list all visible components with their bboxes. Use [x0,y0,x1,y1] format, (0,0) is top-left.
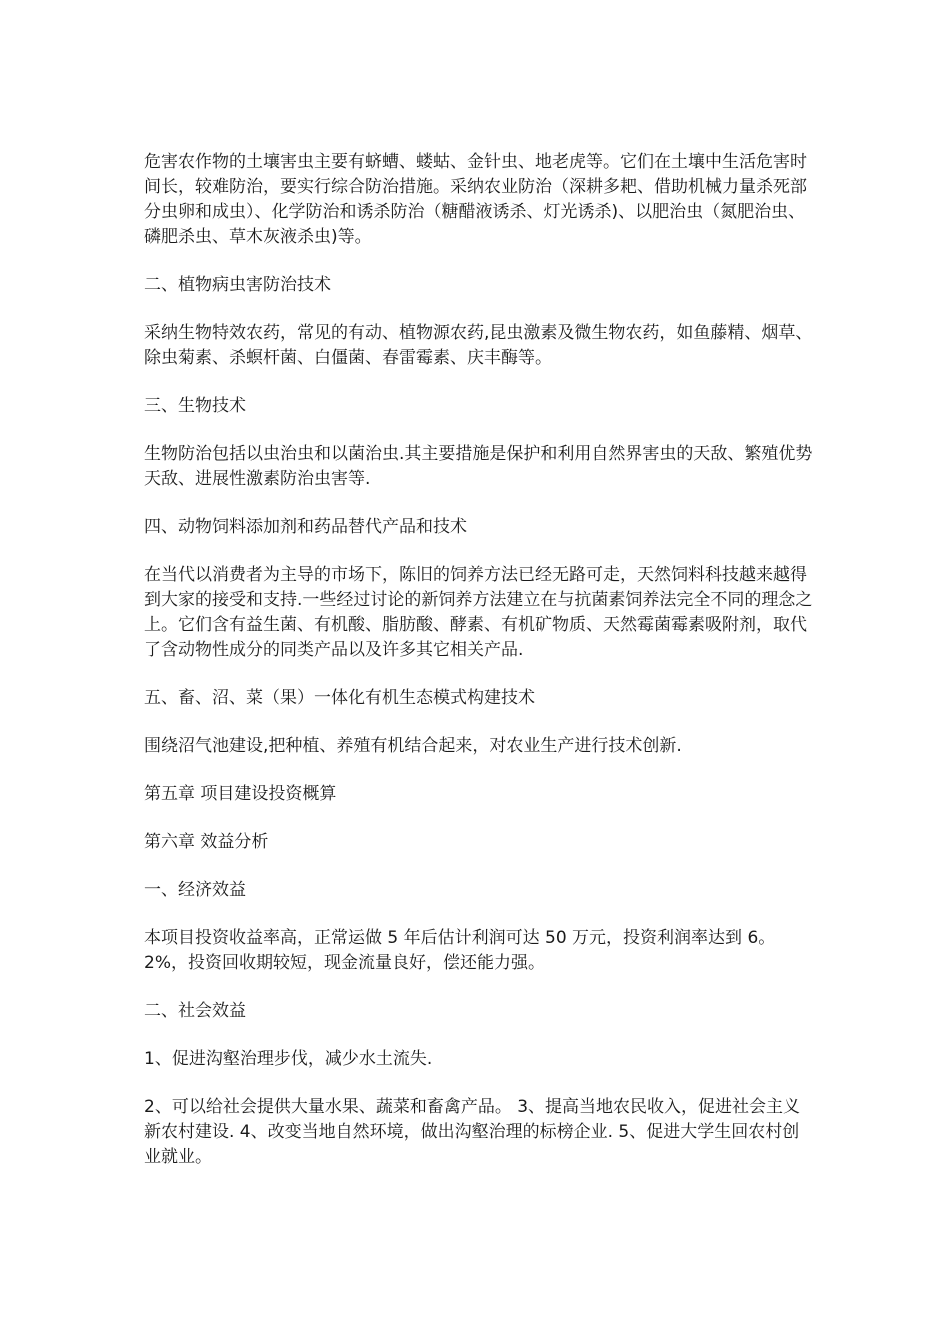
paragraph-biological-control: 生物防治包括以虫治虫和以菌治虫.其主要措施是保护和利用自然界害虫的天敌、繁殖优势天敌、进展性激素防治虫害等. [144,444,813,489]
paragraph-bio-pesticides: 采纳生物特效农药，常见的有动、植物源农药,昆虫激素及微生物农药，如鱼藤精、烟草、除虫菊素、杀螟杆菌、白僵菌、春雷霉素、庆丰酶等。 [144,323,813,368]
chapter-six-title: 第六章 效益分析 [144,832,269,852]
heading-social-benefits: 二、社会效益 [144,1001,246,1021]
heading-biotech: 三、生物技术 [144,396,246,416]
heading-plant-pest-control: 二、植物病虫害防治技术 [144,275,331,295]
chapter-five-title: 第五章 项目建设投资概算 [144,784,337,804]
paragraph-biogas: 围绕沼气池建设,把种植、养殖有机结合起来，对农业生产进行技术创新. [144,736,682,756]
paragraph-soil-pests: 危害农作物的土壤害虫主要有蛴螬、蝼蛄、金针虫、地老虎等。它们在土壤中生活危害时间长，较难防治，要实行综合防治措施。采纳农业防治（深耕多耙、借助机械力量杀死部分虫卵和成虫）、化学防治和诱杀防治（糖醋液诱杀、灯光诱杀)、以肥治虫（氮肥治虫、磷肥杀虫、草木灰液杀虫)等。 [144,152,807,247]
paragraph-natural-feed: 在当代以消费者为主导的市场下，陈旧的饲养方法已经无路可走，天然饲料科技越来越得到大家的接受和支持.一些经过讨论的新饲养方法建立在与抗菌素饲养法完全不同的理念之上。它们含有益生菌、有机酸、脂肪酸、酵素、有机矿物质、天然霉菌霉素吸附剂，取代了含动物性成分的同类产品以及许多其它相关产品. [144,565,813,660]
paragraph-economic-benefits: 本项目投资收益率高，正常运做 5 年后估计利润可达 50 万元，投资利润率达到 6。2%，投资回收期较短，现金流量良好，偿还能力强。 [144,928,776,973]
document-page [144,150,816,1170]
heading-eco-model: 五、畜、沼、菜（果）一体化有机生态模式构建技术 [144,688,535,708]
list-item-soil-erosion: 1、促进沟壑治理步伐，减少水土流失. [144,1049,433,1069]
heading-feed-additives: 四、动物饲料添加剂和药品替代产品和技术 [144,517,467,537]
heading-economic-benefits: 一、经济效益 [144,880,246,900]
list-item-social-benefits: 2、可以给社会提供大量水果、蔬菜和畜禽产品。 3、提高当地农民收入，促进社会主义新农村建设. 4、改变当地自然环境，做出沟壑治理的标榜企业. 5、促进大学生回农村创业就业。 [144,1097,801,1167]
